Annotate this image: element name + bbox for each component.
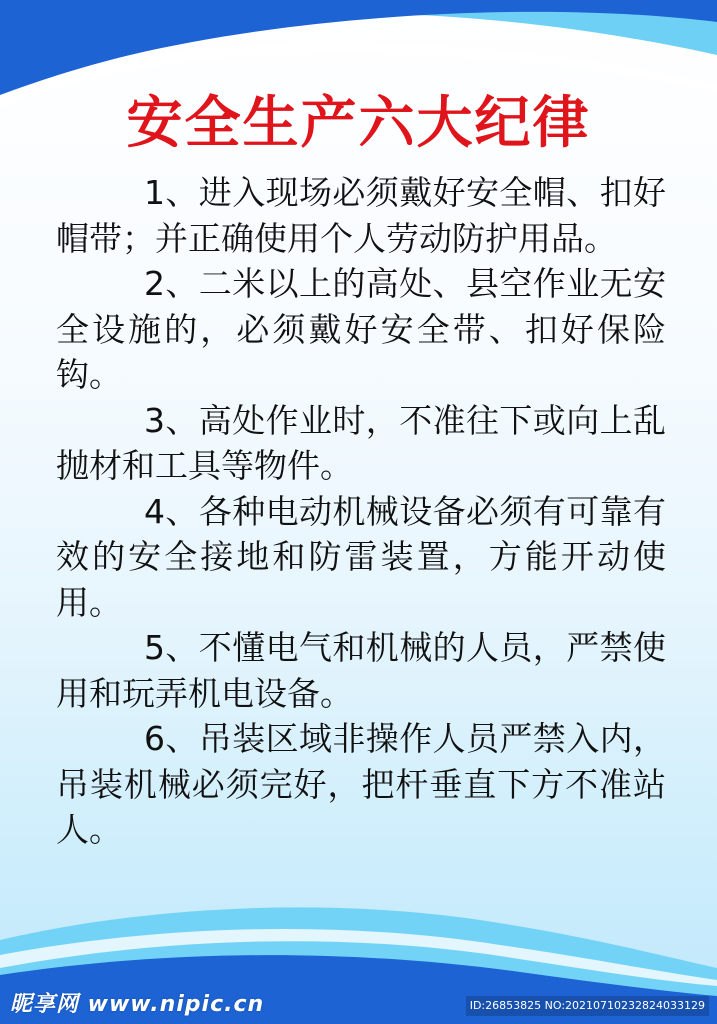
rule-item: 3、高处作业时，不准往下或向上乱抛材和工具等物件。 <box>56 400 666 485</box>
watermark-id: ID:26853825 NO:20210710232824033129 <box>466 996 709 1016</box>
rule-item: 1、进入现场必须戴好安全帽、扣好帽带；并正确使用个人劳动防护用品。 <box>56 173 666 258</box>
rules-list <box>56 170 666 853</box>
poster-title: 安全生产六大纪律 <box>126 91 591 156</box>
rule-item: 2、二米以上的高处、县空作业无安全设施的，必须戴好安全带、扣好保险钩。 <box>56 264 666 394</box>
rule-item: 4、各种电动机械设备必须有可靠有效的安全接地和防雷装置，方能开动使用。 <box>56 491 666 622</box>
watermark-logo: 昵享网 www.nipic.cn <box>10 992 265 1017</box>
rule-item: 6、吊装区域非操作人员严禁入内，吊装机械必须完好，把杆垂直下方不准站人。 <box>56 719 666 849</box>
rule-item: 5、不懂电气和机械的人员，严禁使用和玩弄机电设备。 <box>56 628 666 713</box>
